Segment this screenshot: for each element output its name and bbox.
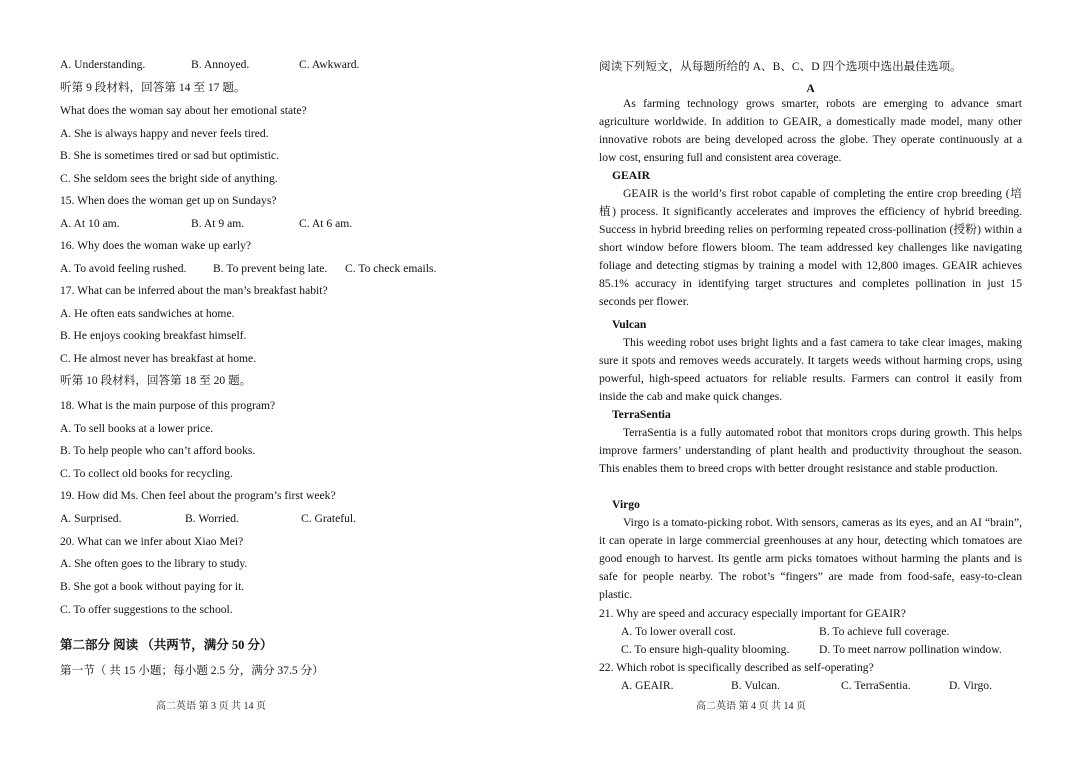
q15-option-c: C. At 6 am. [299, 217, 353, 230]
q20-stem: 20. What can we infer about Xiao Mei? [60, 535, 244, 548]
q21-option-a: A. To lower overall cost. [621, 625, 736, 638]
section-1-heading: 第一节（ 共 15 小题；每小题 2.5 分，满分 37.5 分） [60, 664, 324, 677]
q16-option-b: B. To prevent being late. [213, 262, 328, 275]
q17-option-a: A. He often eats sandwiches at home. [60, 307, 235, 320]
q21-option-c: C. To ensure high-quality blooming. [621, 643, 790, 656]
q18-stem: 18. What is the main purpose of this program? [60, 399, 276, 412]
q19-option-b: B. Worried. [185, 512, 239, 525]
q21-option-d: D. To meet narrow pollination window. [819, 643, 1002, 656]
heading-vulcan: Vulcan [612, 318, 647, 331]
passage-letter: A [806, 82, 815, 95]
q21-stem: 21. Why are speed and accuracy especially important for GEAIR? [599, 607, 906, 620]
q15-option-a: A. At 10 am. [60, 217, 120, 230]
q21-option-b: B. To achieve full coverage. [819, 625, 950, 638]
intro-paragraph: As farming technology grows smarter, robots are emerging to advance smart agriculture worldwide. In addition to GEAIR, a domestically made model, many other innovative robots are being developed across the globe. They operate continuously at a low cost, ensuring full and consistent area coverage. [599, 97, 1022, 164]
q19-option-a: A. Surprised. [60, 512, 122, 525]
q16-option-c: C. To check emails. [345, 262, 437, 275]
q17-option-b: B. He enjoys cooking breakfast himself. [60, 329, 247, 342]
section-9-instruction: 听第 9 段材料，回答第 14 至 17 题。 [60, 81, 246, 94]
heading-geair: GEAIR [612, 169, 651, 182]
right-page-footer: 高二英语 第 4 页 共 14 页 [696, 701, 806, 712]
q22-stem: 22. Which robot is specifically described as self-operating? [599, 661, 874, 674]
q20-option-c: C. To offer suggestions to the school. [60, 603, 233, 616]
q13-option-b: B. Annoyed. [191, 58, 250, 71]
reading-instruction: 阅读下列短文，从每题所给的 A、B、C、D 四个选项中选出最佳选项。 [599, 60, 962, 73]
q22-option-b: B. Vulcan. [731, 679, 781, 692]
q15-stem: 15. When does the woman get up on Sundays? [60, 194, 277, 207]
q17-option-c: C. He almost never has breakfast at home. [60, 352, 257, 365]
q22-option-c: C. TerraSentia. [841, 679, 911, 692]
q16-stem: 16. Why does the woman wake up early? [60, 239, 252, 252]
q20-option-b: B. She got a book without paying for it. [60, 580, 245, 593]
q15-option-b: B. At 9 am. [191, 217, 245, 230]
q14-option-c: C. She seldom sees the bright side of anything. [60, 172, 278, 185]
q13-option-c: C. Awkward. [299, 58, 360, 71]
q16-option-a: A. To avoid feeling rushed. [60, 262, 187, 275]
left-page-footer: 高二英语 第 3 页 共 14 页 [156, 701, 266, 712]
q14-option-a: A. She is always happy and never feels tired. [60, 127, 269, 140]
geair-paragraph: GEAIR is the world’s first robot capable of completing the entire crop breeding (培植) process. It significantly accelerates and improves the efficiency of hybrid breeding. Success in hybrid breeding relies on performing repeated cross-pollination (授粉) within a short window before flowers bloom. The team addressed key challenges like navigating foliage and detecting stigmas by training a model with 12,800 images. GEAIR achieves 85.1% accuracy in identifying target structures and completes pollination in just 15 seconds per flower. [599, 187, 1022, 308]
q22-option-a: A. GEAIR. [621, 679, 674, 692]
part-2-heading: 第二部分 阅读 （共两节，满分 50 分） [60, 638, 273, 652]
q19-option-c: C. Grateful. [301, 512, 357, 525]
q19-stem: 19. How did Ms. Chen feel about the program’s first week? [60, 489, 336, 502]
q22-option-d: D. Virgo. [949, 679, 993, 692]
q20-option-a: A. She often goes to the library to study. [60, 557, 248, 570]
q13-option-a: A. Understanding. [60, 58, 146, 71]
terrasentia-paragraph: TerraSentia is a fully automated robot that monitors crops during growth. This helps improve farmers’ understanding of plant health and productivity throughout the season. This enables them to breed crops with better drought resistance and stable production. [599, 426, 1022, 475]
vulcan-paragraph: This weeding robot uses bright lights and a fast camera to take clear images, making sure it spots and removes weeds accurately. It targets weeds without harming crops, using powerful, high-speed actuators for reliable results. Farmers can control it easily from inside the cab and make quick changes. [599, 336, 1022, 403]
q18-option-b: B. To help people who can’t afford books. [60, 444, 256, 457]
q17-stem: 17. What can be inferred about the man’s breakfast habit? [60, 284, 328, 297]
heading-terrasentia: TerraSentia [612, 408, 671, 421]
q18-option-a: A. To sell books at a lower price. [60, 422, 214, 435]
q18-option-c: C. To collect old books for recycling. [60, 467, 233, 480]
virgo-paragraph: Virgo is a tomato-picking robot. With sensors, cameras as its eyes, and an AI “brain”, it can operate in large commercial greenhouses at any hour, detecting which tomatoes are good enough to harvest. Its gentle arm picks tomatoes without harming the plants and is safe for people nearby. The robot’s “fingers” are made from food-safe, easy-to-clean plastic. [599, 516, 1022, 601]
heading-virgo: Virgo [612, 498, 640, 511]
q14-stem: What does the woman say about her emotional state? [60, 104, 307, 117]
q14-option-b: B. She is sometimes tired or sad but optimistic. [60, 149, 279, 162]
section-10-instruction: 听第 10 段材料，回答第 18 至 20 题。 [60, 374, 252, 387]
